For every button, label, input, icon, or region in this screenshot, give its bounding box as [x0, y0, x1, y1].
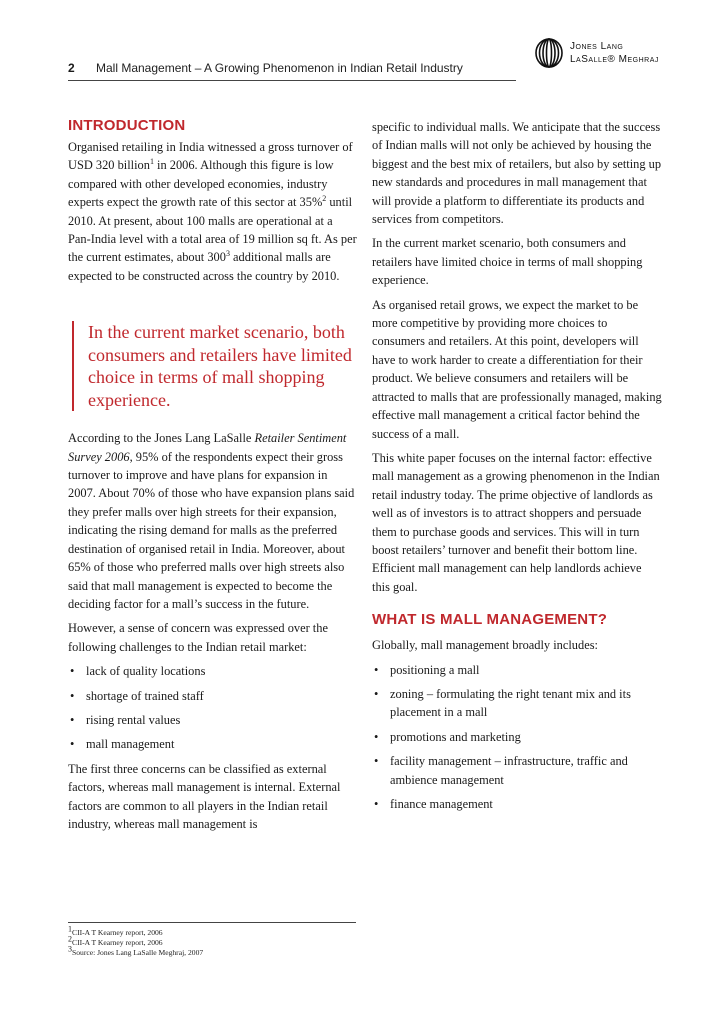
footnote-number: 1: [68, 924, 72, 934]
intro-p1-text-d: additional malls are expected to be constructed across the country by 2010.: [68, 250, 340, 283]
list-item: • promotions and marketing: [372, 728, 662, 746]
header-rule: [68, 80, 516, 81]
page-number: 2: [68, 61, 75, 75]
footnote-text: CII-A T Kearney report, 2006: [72, 938, 163, 947]
footnote: [68, 924, 358, 938]
footnote: [68, 944, 358, 958]
intro-paragraph-7: As organised retail grows, we expect the market to be more competitive by providing more choices to consumers and retailers. At this point, developers will have to work harder to create a differentiation for their product. We believe consumers and retailers will be attracted to malls that are professionally managed, making effective mall management a critical factor behind the success of a mall.: [372, 297, 662, 441]
footnote-text: CII-A T Kearney report, 2006: [72, 928, 163, 937]
list-item: • positioning a mall: [372, 661, 662, 679]
footnote-number: 3: [68, 944, 72, 954]
list-item: • facility management – infrastructure, traffic and ambience management: [372, 752, 662, 789]
challenges-list: [68, 662, 358, 754]
list-item: • shortage of trained staff: [68, 687, 358, 705]
intro-paragraph-2: [68, 429, 358, 613]
list-item: • lack of quality locations: [68, 662, 358, 680]
footnote: [68, 934, 358, 948]
intro-p2-text-b: , 95% of the respondents expect their gross turnover to improve and have plans for expansion in 2007. About 70% of those who have expansion plans said they prefer malls over high streets for their expansion, indicating the rising demand for malls as the preferred destination of organised retail in India. Moreover, about 65% of those who preferred malls over high streets also said that mall management is expected to become the deciding factor for a mall’s success in the future.: [68, 449, 355, 611]
intro-paragraph-6: In the current market scenario, both consumers and retailers have limited choice in terms of mall shopping experience.: [372, 236, 643, 288]
footnote-ref-3: 3: [225, 249, 230, 259]
what-is-mall-management-heading: WHAT IS MALL MANAGEMENT?: [372, 611, 608, 629]
intro-p1-text-b: in 2006. Although this figure is low compared with other developed economies, industry experts expect the growth rate of this sector at 35%: [68, 158, 334, 210]
footnote-ref-2: 2: [322, 194, 327, 204]
footnote-number: 2: [68, 934, 72, 944]
intro-paragraph-8: This white paper focuses on the internal factor: effective mall management as a growing phenomenon in the Indian retail industry today. The prime objective of landlords as well as of investors is to attract shoppers and persuade them to purchase goods and services. This will in turn boost retailers’ turnover and benefit their bottom line. Efficient mall management can help landlords achieve this goal.: [372, 450, 660, 594]
intro-p2-text-a: According to the Jones Lang LaSalle: [68, 431, 255, 446]
company-logo: [534, 38, 664, 74]
left-column: [68, 116, 358, 839]
intro-p1-text-c: until 2010. At present, about 100 malls are operational at a Pan-India level with a total area of 19 million sq ft. As per the current estimates, about 300: [68, 195, 357, 265]
footnotes: [68, 924, 358, 958]
running-title: Mall Management – A Growing Phenomenon in Indian Retail Industry: [96, 61, 463, 75]
intro-paragraph-4: The first three concerns can be classified as external factors, whereas mall management is internal. External factors are common to all players in the Indian retail industry, whereas mall management is: [68, 761, 341, 831]
intro-paragraph-5: specific to individual malls. We anticipate that the success of Indian malls will not only be achieved by housing the biggest and the best mix of retailers, but also by setting up new standards and procedures in mall management that will provide a platform to differentiate its products and services from competitors.: [372, 120, 662, 227]
list-item: • mall management: [68, 735, 358, 753]
list-item: • zoning – formulating the right tenant mix and its placement in a mall: [372, 685, 662, 722]
footnote-rule: [68, 922, 356, 923]
pull-quote: In the current market scenario, both consumers and retailers have limited choice in terms of mall shopping experience.: [72, 321, 358, 411]
logo-line-2: LaSalle® Meghraj: [570, 54, 659, 65]
intro-paragraph-3: However, a sense of concern was expressed over the following challenges to the Indian retail market:: [68, 621, 328, 654]
survey-title: Retailer Sentiment Survey 2006: [68, 431, 347, 464]
what-is-intro: Globally, mall management broadly includes:: [372, 638, 598, 653]
introduction-heading: INTRODUCTION: [68, 117, 186, 134]
mall-management-list: [372, 661, 662, 814]
logo-rings-icon: [534, 38, 564, 68]
list-item: • finance management: [372, 795, 662, 813]
list-item: • rising rental values: [68, 711, 358, 729]
intro-paragraph-1: [68, 138, 358, 285]
footnote-text: Source: Jones Lang LaSalle Meghraj, 2007: [72, 948, 204, 957]
right-column: [372, 118, 662, 819]
footnote-ref-1: 1: [149, 157, 154, 167]
intro-p1-text-a: Organised retailing in India witnessed a gross turnover of USD 320 billion: [68, 140, 353, 173]
logo-line-1: Jones Lang: [570, 41, 624, 52]
